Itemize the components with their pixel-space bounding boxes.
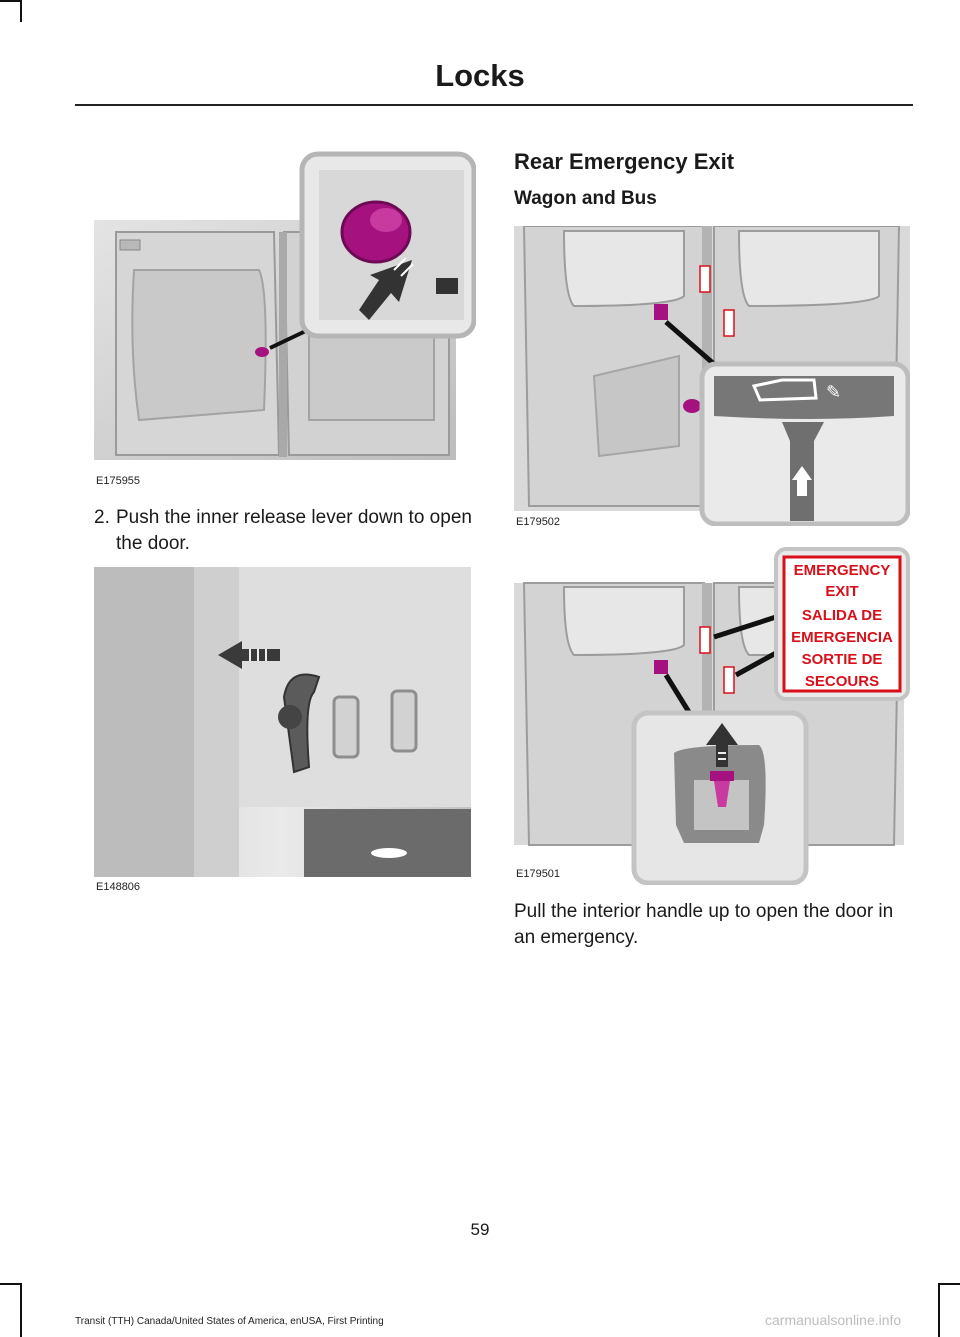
figure-emergency-handle — [514, 226, 910, 526]
crop-mark — [20, 0, 22, 22]
crop-mark — [0, 0, 22, 2]
crop-mark — [0, 1283, 22, 1285]
page-number: 59 — [470, 1220, 490, 1239]
figure-inner-lever — [94, 567, 471, 877]
figure-code: E179501 — [516, 868, 561, 880]
figure-emergency-sign — [514, 545, 910, 885]
instruction-text: Pull the interior handle up to open the door in an emergency. — [514, 901, 894, 948]
step-text: Push the inner release lever down to open the door. — [116, 507, 472, 554]
figure-code: E148806 — [96, 881, 141, 893]
sign-line: EMERGENCIA — [791, 629, 893, 646]
section-heading: Rear Emergency Exit — [514, 149, 735, 174]
sign-line: EMERGENCY — [793, 562, 891, 579]
sign-line: SALIDA DE — [801, 607, 883, 624]
sign-line: EXIT — [825, 583, 859, 600]
header-divider — [75, 104, 913, 106]
edition-footer: Transit (TTH) Canada/United States of America, enUSA, First Printing — [75, 1316, 384, 1327]
crop-mark — [938, 1283, 940, 1337]
figure-door-release — [94, 150, 476, 472]
svg-text:✎: ✎ — [826, 382, 842, 402]
page-title: Locks — [435, 58, 525, 93]
step-number: 2. — [94, 507, 110, 528]
crop-mark — [20, 1283, 22, 1337]
sign-line: SORTIE DE — [801, 651, 883, 668]
section-subheading: Wagon and Bus — [514, 188, 657, 209]
figure-code: E179502 — [516, 516, 561, 528]
watermark: carmanualsonline.info — [765, 1312, 902, 1328]
sign-line: SECOURS — [804, 673, 880, 690]
figure-code: E175955 — [96, 475, 141, 487]
crop-mark — [938, 1283, 960, 1285]
